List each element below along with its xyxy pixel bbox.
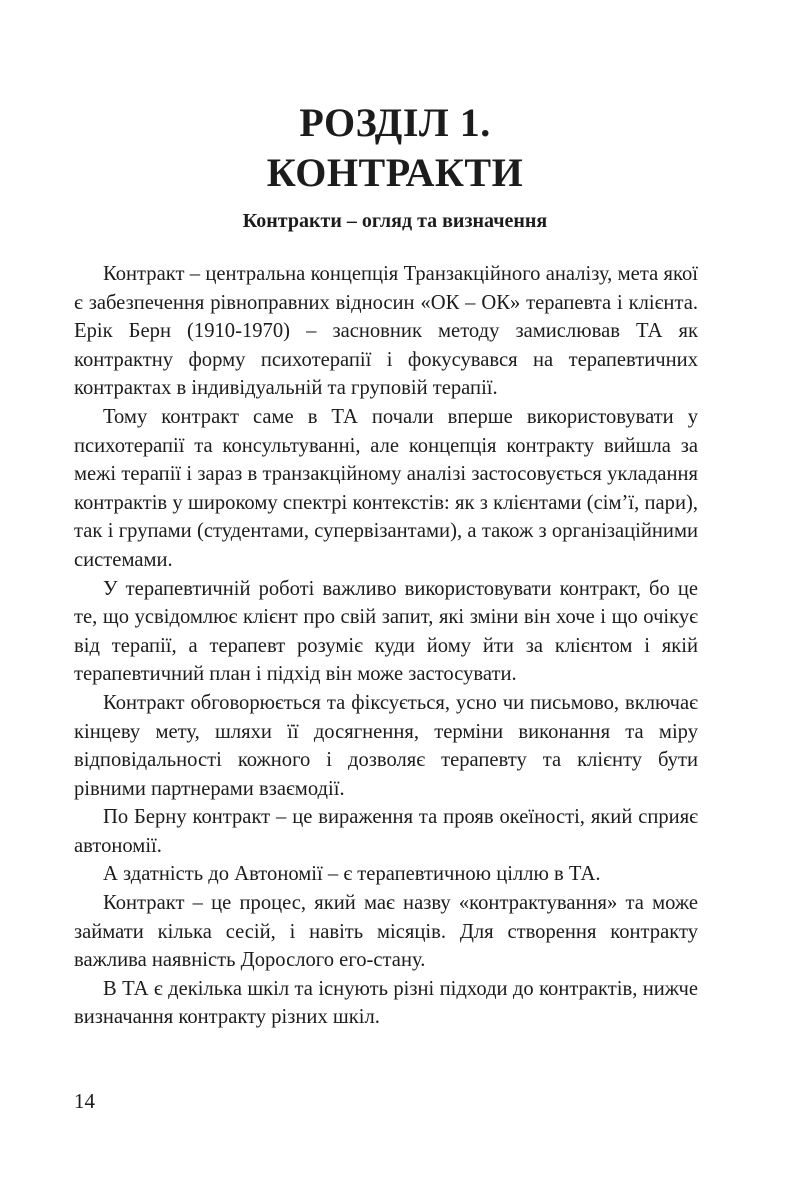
paragraph: Тому контракт саме в ТА почали вперше використовувати у психотерапії та консультуванні, але концепція контракту вийшла за межі терапії і зараз в транзакційному аналізі застосовується укладання контрактів у широкому спектрі контекстів: як з клієнтами (сім’ї, пари), так і групами (студентами, супервізантами), а також з організаційними системами. (74, 405, 698, 571)
body-text (74, 260, 698, 1032)
paragraph: Контракт обговорюється та фіксується, усно чи письмово, включає кінцеву мету, шляхи її досягнення, терміни виконання та міру відповідальності кожного і дозволяє терапевту та клієнту бути рівними партнерами взаємодії. (74, 691, 698, 800)
chapter-name: КОНТРАКТИ (266, 150, 524, 195)
paragraph: В ТА є декілька шкіл та існують різні підходи до контрактів, нижче визначання контракту різних шкіл. (74, 977, 698, 1029)
paragraph: Контракт – це процес, який має назву «контрактування» та може займати кілька сесій, і навіть місяців. Для створення контракту важлива наявність Дорослого его-стану. (74, 892, 698, 972)
page-number: 14 (74, 1089, 95, 1113)
paragraph: Контракт – центральна концепція Транзакційного аналізу, мета якої є забезпечення рівноправних відносин «ОК – ОК» терапевта і клієнта. Ерік Берн (1910-1970) – засновник методу замислював ТА як контрактну форму психотерапії і фокусувався на терапевтичних контрактах в індивідуальній та груповій терапії. (74, 263, 698, 400)
paragraph: А здатність до Автономії – є терапевтичною ціллю в ТА. (103, 863, 601, 886)
chapter-title (0, 98, 790, 198)
chapter-number: РОЗДІЛ 1. (299, 100, 491, 145)
section-heading: Контракти – огляд та визначення (242, 210, 548, 232)
paragraph: У терапевтичній роботі важливо використовувати контракт, бо це те, що усвідомлює клієнт про свій запит, які зміни він хоче і що очікує від терапії, а терапевт розуміє куди йому йти за клієнтом і якій терапевтичний план і підхід він може застосувати. (74, 577, 698, 686)
paragraph: По Берну контракт – це вираження та прояв океїності, який сприяє автономії. (74, 806, 698, 857)
